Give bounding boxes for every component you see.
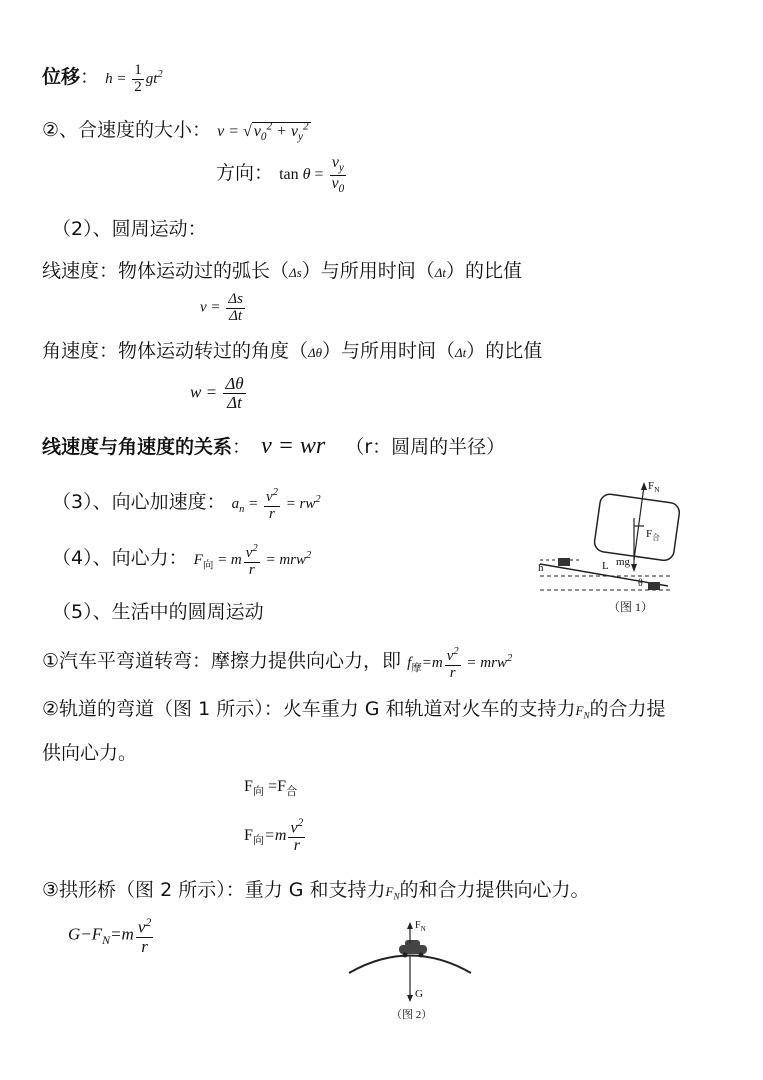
relation-colon: ： [232,436,252,458]
centripetal-force-row [52,543,311,579]
figure-1-l-label: L [602,560,609,572]
item-3-fn-symbol: $F_N$ [385,884,400,902]
resultant-speed-label: ②、合速度的大小： [42,119,212,141]
centripetal-acc-row [52,487,321,523]
angular-speed-text-2: ）与所用时间（ [322,340,456,362]
figure-1-diagram [520,478,680,618]
figure-2 [345,918,475,1023]
item-3-text-1: ③拱形桥（图 2 所示）：重力 G 和支持力 [42,879,386,901]
figure-1-caption: （图 1） [608,600,654,614]
linear-speed-formula: v = $\frac{\Delta s}{\Delta t}$ [200,291,243,324]
item-3-row [42,875,590,902]
resultant-speed-formula: v = √ $v_0^2 + v_y^2$ [217,120,309,144]
item-1-text: ①汽车平弯道转弯：摩擦力提供向心力，即 [42,650,402,673]
figure-1-fhe-label: $F_合$ [646,528,660,543]
direction-row [216,155,348,196]
angular-speed-angle-symbol: Δθ [308,345,323,360]
displacement-row [42,62,163,96]
figure-1 [520,478,680,618]
linear-speed-row [42,256,522,283]
direction-label: 方向： [216,162,274,185]
item-2-text-1: ②轨道的弯道（图 1 所示）：火车重力 G 和轨道对火车的支持力 [42,698,576,720]
centripetal-force-formula: $F_向 = m$ $\frac{v^2}{r}$ = mrw$^2$ [193,543,312,578]
angular-speed-row [42,336,542,363]
item-2-text-3: 供向心力。 [42,742,138,764]
item-2-formula-2: $F_向=m$ $\frac{v^2}{r}$ [244,817,304,855]
item-2-formula-1: $F_向 =F_合$ [244,778,298,799]
figure-1-theta-label: θ [638,578,643,589]
item-1-row [42,646,512,682]
direction-formula: tan θ = $\frac{v_y}{v_0}$ [279,154,345,196]
angular-speed-time-symbol: Δt [455,345,467,360]
linear-speed-text-2: ）与所用时间（ [301,260,435,282]
relation-label: 线速度与角速度的关系 [42,436,233,458]
figure-1-fn-label: $F_N$ [648,480,660,495]
item-2-text-2: 的合力提 [589,698,666,720]
linear-speed-time-symbol: Δt [434,265,446,280]
centripetal-force-label: （4）、向心力： [52,547,188,570]
life-heading: （5）、生活中的圆周运动 [52,601,264,623]
linear-speed-text-1: 线速度：物体运动过的弧长（ [42,260,290,282]
figure-2-g-label: G [415,988,423,1000]
centripetal-acc-label: （3）、向心加速度： [52,491,226,514]
item-3-text-2: 的和合力提供向心力。 [399,879,590,901]
resultant-speed-row [42,115,311,143]
angular-speed-text-3: ）的比值 [466,340,543,362]
item-2-row [42,694,666,721]
relation-formula: v = wr [261,433,326,459]
relation-row [42,432,505,460]
figure-2-fn-label: $F_N$ [415,920,426,933]
figure-1-mg-label: mg [616,556,631,568]
displacement-colon: ： [80,66,100,88]
figure-1-h-label: h [538,562,544,574]
angular-speed-formula: w = $\frac{\Delta\theta}{\Delta t}$ [190,374,244,412]
centripetal-acc-formula: $a_n$ = $\frac{v^2}{r}$ = $rw^2$ [231,487,321,522]
circular-heading: （2）、圆周运动： [52,218,207,240]
figure-2-caption: （图 2） [391,1009,433,1021]
linear-speed-text-3: ）的比值 [445,260,522,282]
displacement-label: 位移 [42,66,81,88]
displacement-formula: h = $\frac{1}{2}$ $gt^2$ [105,62,163,96]
item-1-formula: $f_摩=m$ $\frac{v^2}{r}$ = mrw$^2$ [407,646,513,681]
relation-note: （r：圆周的半径） [345,436,506,458]
linear-speed-arc-symbol: Δs [289,265,302,280]
item-3-formula: $G-F_N=m$ $\frac{v^2}{r}$ [68,915,152,956]
item-2-fn-symbol: $F_N$ [575,703,590,721]
angular-speed-text-1: 角速度：物体运动转过的角度（ [42,340,309,362]
